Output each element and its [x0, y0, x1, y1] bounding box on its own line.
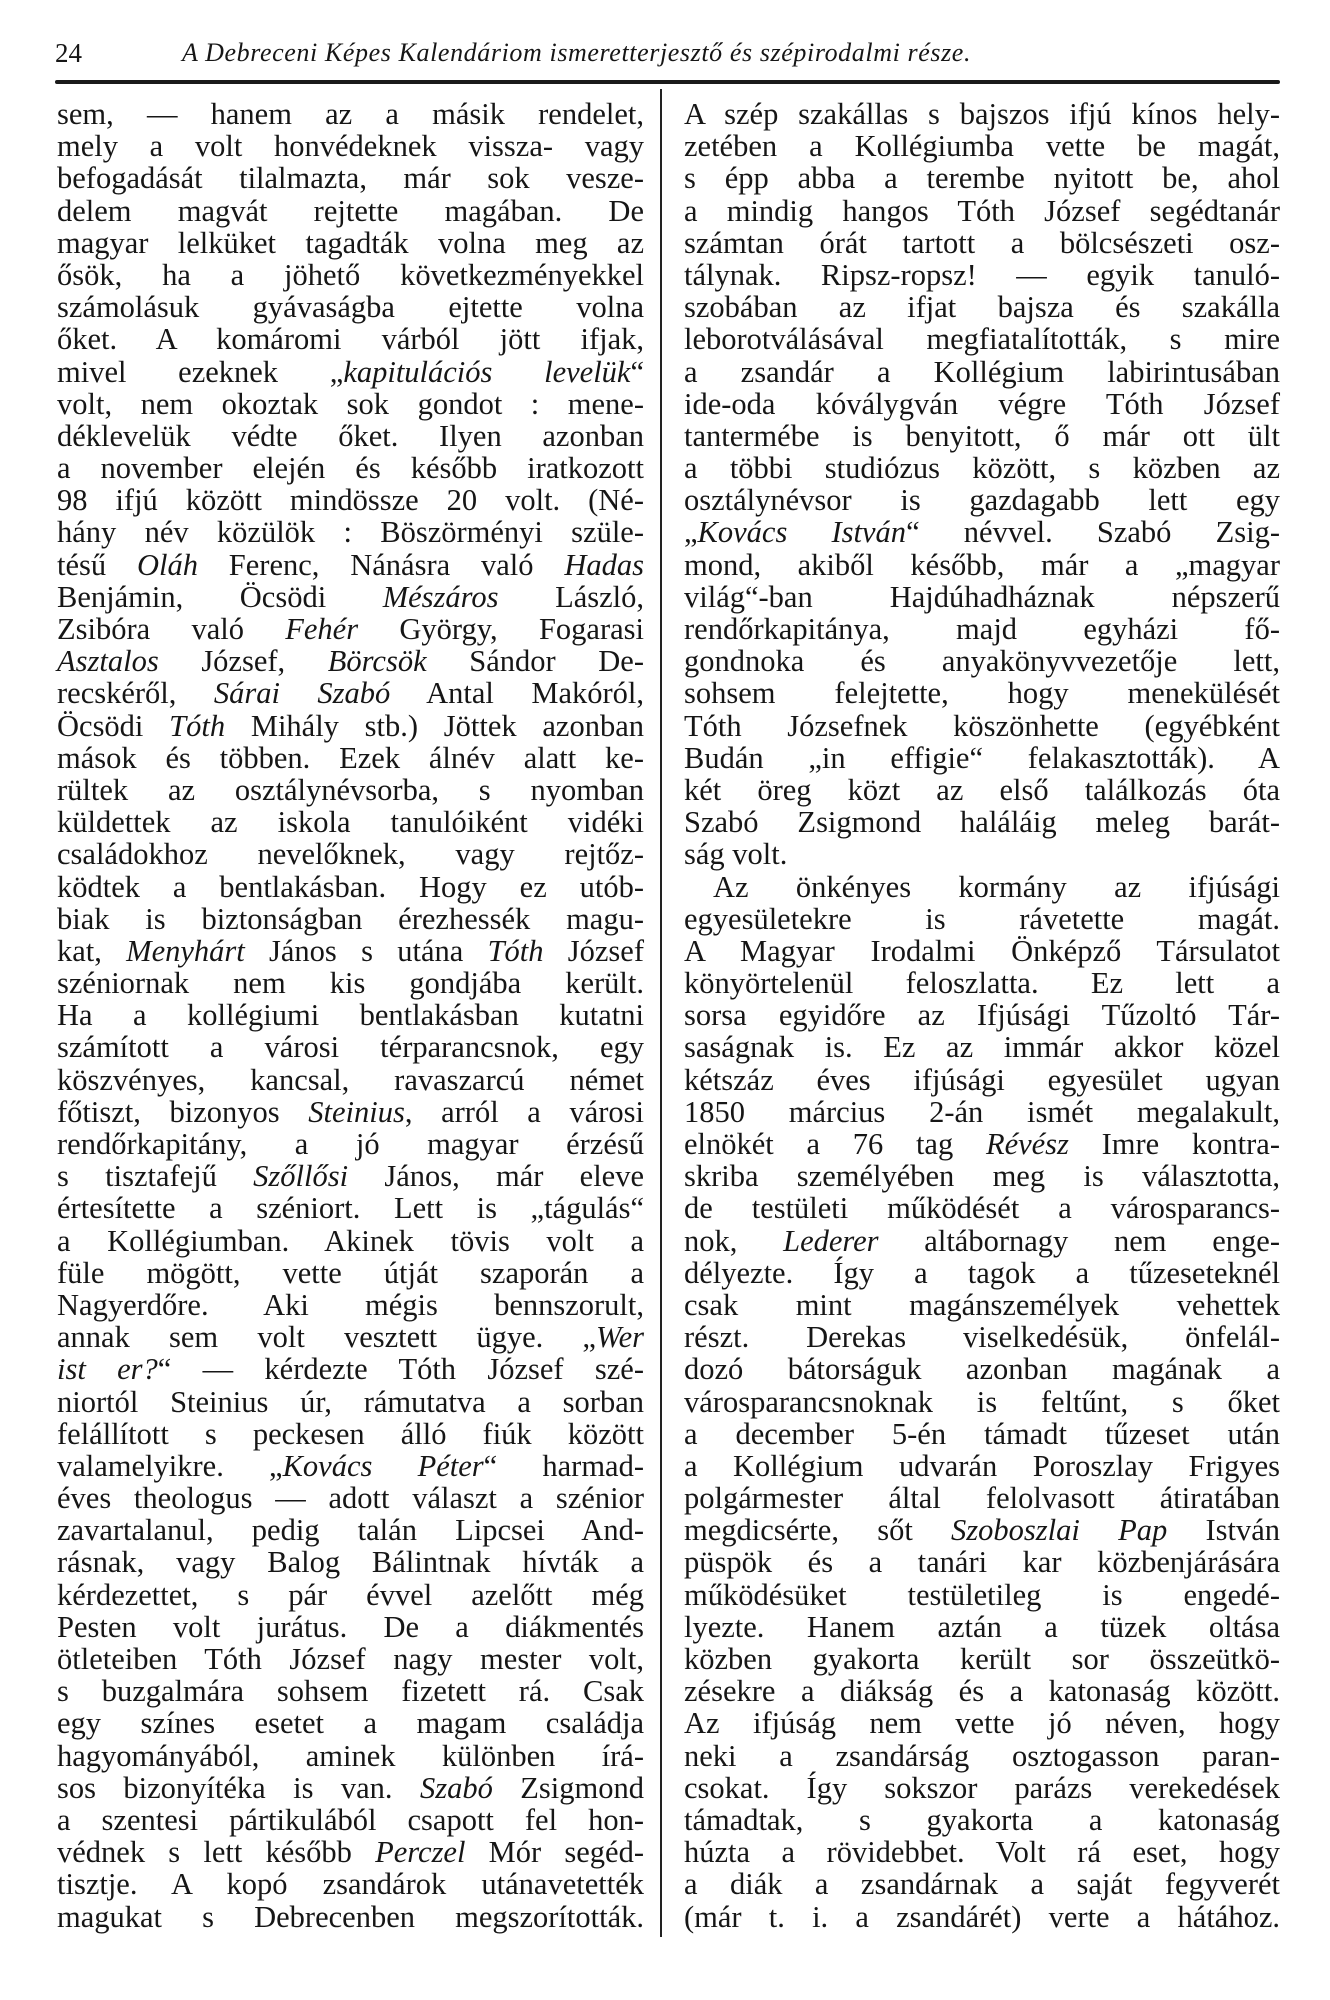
- italic-name: Szoboszlai Pap: [951, 1513, 1168, 1548]
- text-run: dozó bátorságuk azonban magának a: [684, 1352, 1280, 1387]
- text-run: köszvényes, kancsal, ravaszarcú német: [57, 1062, 644, 1097]
- text-line: [684, 549, 1280, 581]
- text-run: rásnak, vagy Balog Bálintnak hívták a: [57, 1545, 644, 1580]
- text-column-left: [57, 98, 644, 1933]
- text-run: János s utána: [244, 933, 488, 968]
- text-line: [684, 484, 1280, 516]
- italic-name: Steinius: [308, 1094, 405, 1129]
- text-line: [57, 1064, 644, 1096]
- text-line: [684, 291, 1280, 323]
- text-line: [684, 1418, 1280, 1450]
- text-run: Zsibóra való: [57, 612, 286, 646]
- italic-name: Kovács István: [697, 515, 907, 550]
- text-run: Mihály stb.) Jöttek azonban: [225, 708, 644, 743]
- text-run: közben gyakorta került sor összeütkö-: [684, 1642, 1280, 1676]
- text-line: [57, 613, 644, 645]
- text-run: ködtek a bentlakásban. Hogy ez utób-: [57, 869, 644, 904]
- text-run: csak mint magánszemélyek vehettek: [684, 1287, 1280, 1322]
- text-line: [57, 1321, 644, 1353]
- text-run: támadtak, s gyakorta a katonaság: [684, 1802, 1280, 1837]
- text-run: városparancsnoknak is feltűnt, s őket: [684, 1384, 1280, 1419]
- text-line: [684, 645, 1280, 677]
- text-line: [684, 710, 1280, 742]
- text-line: [684, 1321, 1280, 1353]
- text-line: [57, 1740, 644, 1772]
- text-run: niortól Steinius úr, rámutatva a sorban: [57, 1384, 644, 1419]
- text-run: s tisztafejű: [57, 1159, 254, 1194]
- text-run: János, már eleve: [348, 1159, 645, 1194]
- text-run: ide-oda kóválygván végre Tóth József: [684, 386, 1280, 421]
- text-run: Szabó Zsigmond haláláig meleg barát-: [684, 805, 1280, 840]
- italic-name: Mészáros: [382, 579, 499, 614]
- text-run: működésüket testületileg is engedé-: [684, 1577, 1280, 1612]
- text-line: [684, 323, 1280, 355]
- text-run: a többi studiózus között, s közben az: [684, 451, 1280, 486]
- text-line: [57, 774, 644, 806]
- italic-name: Oláh: [136, 547, 198, 582]
- text-run: világ“-ban Hajdúhadháznak népszerű: [684, 579, 1280, 614]
- text-run: tésű: [57, 547, 137, 582]
- text-run: lyezte. Hanem aztán a tüzek oltása: [684, 1609, 1280, 1644]
- text-run: Ferenc, Nánásra való: [197, 547, 565, 582]
- text-line: [684, 903, 1280, 935]
- text-run: egy színes esetet a magam családja: [57, 1706, 644, 1741]
- text-line: [684, 227, 1280, 259]
- text-run: rendőrkapitánya, majd egyházi fő-: [684, 612, 1280, 646]
- text-run: György, Fogarasi: [358, 612, 644, 646]
- text-run: mások és többen. Ezek álnév alatt ke-: [57, 740, 644, 775]
- italic-name: Tóth: [169, 708, 226, 743]
- text-run: tálynak. Ripsz-ropsz! — egyik tanuló-: [684, 257, 1280, 292]
- text-run: volt, nem okoztak sok gondot : mene-: [57, 386, 644, 421]
- text-run: gondnoka és anyakönyvvezetője lett,: [684, 644, 1280, 679]
- text-run: s épp abba a terembe nyitott be, ahol: [684, 161, 1280, 196]
- text-run: a zsandár a Kollégium labirintusában: [684, 354, 1280, 389]
- text-line: [57, 1096, 644, 1128]
- italic-name: Börcsök: [327, 644, 427, 679]
- text-line: [684, 1643, 1280, 1675]
- text-line: [57, 549, 644, 581]
- text-line: [684, 1836, 1280, 1868]
- text-line: [57, 162, 644, 194]
- text-line: [57, 935, 644, 967]
- text-run: a november elején és később iratkozott: [57, 451, 644, 486]
- text-line: [57, 903, 644, 935]
- text-line: [57, 195, 644, 227]
- text-line: [684, 452, 1280, 484]
- italic-name: Menyhárt: [126, 933, 245, 968]
- text-run: „: [684, 515, 698, 550]
- text-line: [57, 291, 644, 323]
- text-line: [57, 484, 644, 516]
- text-run: tisztje. A kopó zsandárok utánavetették: [57, 1867, 644, 1902]
- italic-name: Tóth: [487, 933, 544, 968]
- text-run: József,: [158, 644, 328, 679]
- text-line: [57, 645, 644, 677]
- text-run: magukat s Debrecenben megszorították.: [57, 1899, 644, 1934]
- italic-name: Asztalos: [57, 644, 159, 679]
- text-line: [57, 516, 644, 548]
- text-run: Nagyerdőre. Aki mégis bennszorult,: [57, 1287, 644, 1322]
- text-line: [57, 1611, 644, 1643]
- text-run: Öcsödi: [57, 708, 170, 743]
- text-run: A Magyar Irodalmi Önképző Társulatot: [684, 933, 1280, 968]
- text-line: [57, 388, 644, 420]
- text-line: [684, 195, 1280, 227]
- text-run: befogadását tilalmazta, már sok vesze-: [57, 161, 644, 196]
- text-line: [684, 1804, 1280, 1836]
- text-run: Az ifjúság nem vette jó néven, hogy: [684, 1706, 1280, 1741]
- text-run: elnökét a 76 tag: [684, 1127, 986, 1161]
- text-run: “: [630, 354, 644, 389]
- text-line: [684, 1579, 1280, 1611]
- text-run: délyezte. Így a tagok a tűzeseteknél: [684, 1255, 1280, 1290]
- text-line: [684, 1386, 1280, 1418]
- text-line: [57, 581, 644, 613]
- text-line: [57, 806, 644, 838]
- text-run: védnek s lett később: [57, 1835, 376, 1870]
- text-column-right: [684, 98, 1280, 1933]
- text-line: [684, 1450, 1280, 1482]
- italic-name: ist er?: [57, 1352, 158, 1387]
- text-run: éves theologus — adott választ a szénior: [57, 1481, 644, 1516]
- text-line: [57, 838, 644, 870]
- italic-name: Hadas: [564, 547, 644, 582]
- text-run: kat,: [57, 933, 127, 968]
- text-line: [57, 259, 644, 291]
- text-run: hagyományából, aminek különben írá-: [57, 1738, 644, 1773]
- text-line: [684, 1064, 1280, 1096]
- text-line: [57, 1031, 644, 1063]
- text-run: József: [543, 933, 644, 968]
- text-line: [57, 1418, 644, 1450]
- running-title: A Debreceni Képes Kalendáriom ismeretterjesztő és szépirodalmi része.: [182, 38, 972, 67]
- text-line: [57, 1128, 644, 1160]
- text-run: László,: [498, 579, 644, 614]
- text-line: [57, 1868, 644, 1900]
- text-run: a mindig hangos Tóth József segédtanár: [684, 193, 1280, 228]
- italic-name: Szabó: [420, 1770, 493, 1805]
- text-run: küldettek az iskola tanulóiként vidéki: [57, 805, 644, 840]
- text-line: [57, 677, 644, 709]
- text-run: Antal Makóról,: [390, 676, 644, 711]
- text-line: [684, 838, 1280, 870]
- text-line: [684, 806, 1280, 838]
- text-run: skriba személyében meg is választotta,: [684, 1159, 1280, 1194]
- text-run: füle mögött, vette útját szaporán a: [57, 1255, 644, 1290]
- text-line: [57, 1482, 644, 1514]
- text-line: [684, 1160, 1280, 1192]
- text-run: sos bizonyítéka is van.: [57, 1770, 420, 1805]
- text-line: [57, 1707, 644, 1739]
- text-run: biak is biztonságban érezhessék magu-: [57, 901, 644, 936]
- text-line: [57, 1804, 644, 1836]
- text-line: [57, 452, 644, 484]
- text-line: [57, 742, 644, 774]
- text-line: [57, 999, 644, 1031]
- text-run: kérdezettet, s pár évvel azelőtt még: [57, 1577, 644, 1612]
- italic-name: Wer: [595, 1320, 644, 1355]
- text-run: ötleteiben Tóth József nagy mester volt,: [57, 1642, 644, 1676]
- text-run: sorsa egyidőre az Ifjúsági Tűzoltó Tár-: [684, 998, 1280, 1033]
- italic-name: Perczel: [375, 1835, 466, 1870]
- text-run: szobában az ifjat bajsza és szakálla: [684, 290, 1280, 325]
- text-run: Tóth Józsefnek köszönhette (egyébként: [684, 708, 1280, 743]
- text-line: [684, 356, 1280, 388]
- text-line: [684, 1740, 1280, 1772]
- text-line: [57, 1192, 644, 1224]
- text-run: a december 5-én támadt tűzeset után: [684, 1416, 1280, 1451]
- text-line: [57, 323, 644, 355]
- text-run: ság volt.: [684, 837, 788, 872]
- text-run: sem, — hanem az a másik rendelet,: [57, 97, 644, 131]
- italic-name: Révész: [985, 1127, 1069, 1161]
- text-run: két öreg közt az első találkozás óta: [684, 772, 1280, 807]
- text-line: [684, 1514, 1280, 1546]
- text-line: [57, 1836, 644, 1868]
- text-run: sohsem felejtette, hogy menekülését: [684, 676, 1280, 711]
- text-line: [57, 1579, 644, 1611]
- text-run: mond, akiből később, már a „magyar: [684, 547, 1280, 582]
- text-run: egyesületekre is rávetette magát.: [684, 901, 1280, 936]
- text-line: [684, 1353, 1280, 1385]
- text-line: [684, 677, 1280, 709]
- text-line: [57, 710, 644, 742]
- text-run: számtan órát tartott a bölcsészeti osz-: [684, 225, 1280, 260]
- text-run: déklevelük védte őket. Ilyen azonban: [57, 418, 644, 453]
- text-run: “ névvel. Szabó Zsig-: [906, 515, 1280, 550]
- text-run: altábornagy nem enge-: [878, 1223, 1280, 1258]
- text-run: valamelyikre. „: [57, 1448, 283, 1483]
- text-line: [684, 388, 1280, 420]
- text-run: a Kollégiumban. Akinek tövis volt a: [57, 1223, 644, 1258]
- italic-name: Sárai Szabó: [213, 676, 391, 711]
- text-line: [57, 1546, 644, 1578]
- text-run: 98 ifjú között mindössze 20 volt. (Né-: [57, 483, 644, 518]
- text-run: rültek az osztálynévsorba, s nyomban: [57, 772, 644, 807]
- text-line: [684, 259, 1280, 291]
- text-line: [684, 516, 1280, 548]
- text-run: s buzgalmára sohsem fizetett rá. Csak: [57, 1674, 644, 1709]
- text-run: Mór segéd-: [465, 1835, 644, 1870]
- text-line: [57, 1450, 644, 1482]
- text-run: megdicsérte, sőt: [684, 1513, 952, 1548]
- text-run: delem magvát rejtette magában. De: [57, 193, 644, 228]
- text-line: [57, 1225, 644, 1257]
- text-run: Imre kontra-: [1068, 1127, 1280, 1161]
- italic-name: kapitulációs levelük: [343, 354, 631, 389]
- running-header: [55, 38, 1280, 74]
- text-run: főtiszt, bizonyos: [57, 1094, 309, 1129]
- text-run: hány név közülök : Böszörményi szüle-: [57, 515, 644, 550]
- italic-name: Kovács Péter: [282, 1448, 484, 1483]
- text-line: [57, 1772, 644, 1804]
- text-line: [57, 1675, 644, 1707]
- text-line: [684, 1611, 1280, 1643]
- text-run: mivel ezeknek „: [57, 354, 344, 389]
- text-run: tantermébe is benyitott, ő már ott ült: [684, 418, 1280, 453]
- text-line: [684, 1868, 1280, 1900]
- text-run: csokat. Így sokszor parázs verekedések: [684, 1770, 1280, 1805]
- text-run: a szentesi pártikulából csapott fel hon-: [57, 1802, 644, 1837]
- text-run: Budán „in effigie“ felakasztották). A: [684, 740, 1280, 775]
- text-run: recskéről,: [57, 676, 214, 711]
- text-line: [57, 1257, 644, 1289]
- text-line: [684, 1482, 1280, 1514]
- text-run: zetében a Kollégiumba vette be magát,: [684, 129, 1280, 164]
- text-line: [684, 98, 1280, 130]
- text-run: Az önkényes kormány az ifjúsági: [713, 869, 1280, 904]
- text-run: részt. Derekas viselkedésük, önfelál-: [684, 1320, 1280, 1355]
- text-run: annak sem volt vesztett ügye. „: [57, 1320, 596, 1355]
- text-run: könyörtelenül feloszlatta. Ez lett a: [684, 966, 1280, 1001]
- text-line: [684, 935, 1280, 967]
- text-line: [57, 420, 644, 452]
- text-line: [57, 1901, 644, 1933]
- text-line: [684, 1225, 1280, 1257]
- text-line: [57, 967, 644, 999]
- text-run: a diák a zsandárnak a saját fegyverét: [684, 1867, 1280, 1902]
- text-run: István: [1167, 1513, 1280, 1548]
- text-line: [57, 1160, 644, 1192]
- text-run: széniornak nem kis gondjába került.: [57, 966, 644, 1001]
- text-line: [684, 130, 1280, 162]
- text-line: [684, 1901, 1280, 1933]
- text-line: [57, 1514, 644, 1546]
- text-run: zavartalanul, pedig talán Lipcsei And-: [57, 1513, 644, 1548]
- column-divider: [660, 89, 662, 1937]
- text-run: nok,: [684, 1223, 784, 1258]
- text-run: “ harmad-: [483, 1448, 644, 1483]
- text-line: [57, 1353, 644, 1385]
- text-line: [57, 98, 644, 130]
- text-line: [684, 1707, 1280, 1739]
- text-run: Benjámin, Öcsödi: [57, 579, 383, 614]
- text-line: [684, 742, 1280, 774]
- text-line: [684, 1772, 1280, 1804]
- text-run: mely a volt honvédeknek vissza- vagy: [57, 129, 644, 164]
- text-run: “ — kérdezte Tóth József szé-: [157, 1352, 644, 1387]
- text-line: [684, 1128, 1280, 1160]
- text-line: [57, 130, 644, 162]
- text-run: családokhoz nevelőknek, vagy rejtőz-: [57, 837, 644, 872]
- text-run: , arról a városi: [404, 1094, 644, 1129]
- page-number: 24: [55, 38, 82, 68]
- text-run: Ha a kollégiumi bentlakásban kutatni: [57, 998, 644, 1033]
- text-run: Pesten volt jurátus. De a diákmentés: [57, 1609, 644, 1644]
- text-run: püspök és a tanári kar közbenjárására: [684, 1545, 1280, 1580]
- text-run: de testületi működését a városparancs-: [684, 1191, 1280, 1226]
- italic-name: Fehér: [285, 612, 359, 646]
- text-line: [684, 162, 1280, 194]
- text-line: [57, 356, 644, 388]
- text-run: számolásuk gyávaságba ejtette volna: [57, 290, 644, 325]
- italic-name: Lederer: [783, 1223, 879, 1258]
- text-line: [57, 1386, 644, 1418]
- text-line: [684, 1096, 1280, 1128]
- text-run: A szép szakállas s bajszos ifjú kínos hely-: [684, 97, 1280, 131]
- italic-name: Szőllősi: [253, 1159, 349, 1194]
- text-line: [57, 1289, 644, 1321]
- text-run: őket. A komáromi várból jött ifjak,: [57, 322, 644, 357]
- text-line: [684, 1546, 1280, 1578]
- text-line: [684, 999, 1280, 1031]
- text-run: (már t. i. a zsandárét) verte a hátához.: [684, 1899, 1280, 1934]
- text-run: számított a városi térparancsnok, egy: [57, 1030, 644, 1065]
- text-run: Sándor De-: [426, 644, 644, 679]
- text-line: [684, 967, 1280, 999]
- text-run: a Kollégium udvarán Poroszlay Frigyes: [684, 1448, 1280, 1483]
- text-run: kétszáz éves ifjúsági egyesület ugyan: [684, 1062, 1280, 1097]
- text-line: [57, 227, 644, 259]
- text-run: ősök, ha a jöhető következményekkel: [57, 257, 644, 292]
- text-run: felállított s peckesen álló fiúk között: [57, 1416, 644, 1451]
- text-run: értesítette a széniort. Lett is „tágulás“: [57, 1191, 644, 1226]
- text-line: [684, 420, 1280, 452]
- header-rule: [55, 80, 1280, 84]
- text-run: osztálynévsor is gazdagabb lett egy: [684, 483, 1280, 518]
- text-run: 1850 március 2-án ismét megalakult,: [684, 1094, 1280, 1129]
- text-line: [684, 613, 1280, 645]
- text-run: zésekre a diákság és a katonaság között.: [684, 1674, 1280, 1709]
- text-line: [684, 1257, 1280, 1289]
- text-line: [57, 1643, 644, 1675]
- text-run: polgármester által felolvasott átiratában: [684, 1481, 1280, 1516]
- text-line: [684, 774, 1280, 806]
- text-line: [684, 871, 1280, 903]
- text-run: neki a zsandárság osztogasson paran-: [684, 1738, 1280, 1773]
- text-line: [57, 871, 644, 903]
- text-line: [684, 1031, 1280, 1063]
- text-run: rendőrkapitány, a jó magyar érzésű: [57, 1127, 644, 1161]
- text-run: saságnak is. Ez az immár akkor közel: [684, 1030, 1280, 1065]
- text-run: Zsigmond: [492, 1770, 645, 1805]
- text-run: leborotválásával megfiatalították, s mire: [684, 322, 1280, 357]
- text-run: húzta a rövidebbet. Volt rá eset, hogy: [684, 1835, 1280, 1870]
- text-run: magyar lelküket tagadták volna meg az: [57, 225, 644, 260]
- text-line: [684, 1675, 1280, 1707]
- text-line: [684, 581, 1280, 613]
- text-line: [684, 1192, 1280, 1224]
- text-line: [684, 1289, 1280, 1321]
